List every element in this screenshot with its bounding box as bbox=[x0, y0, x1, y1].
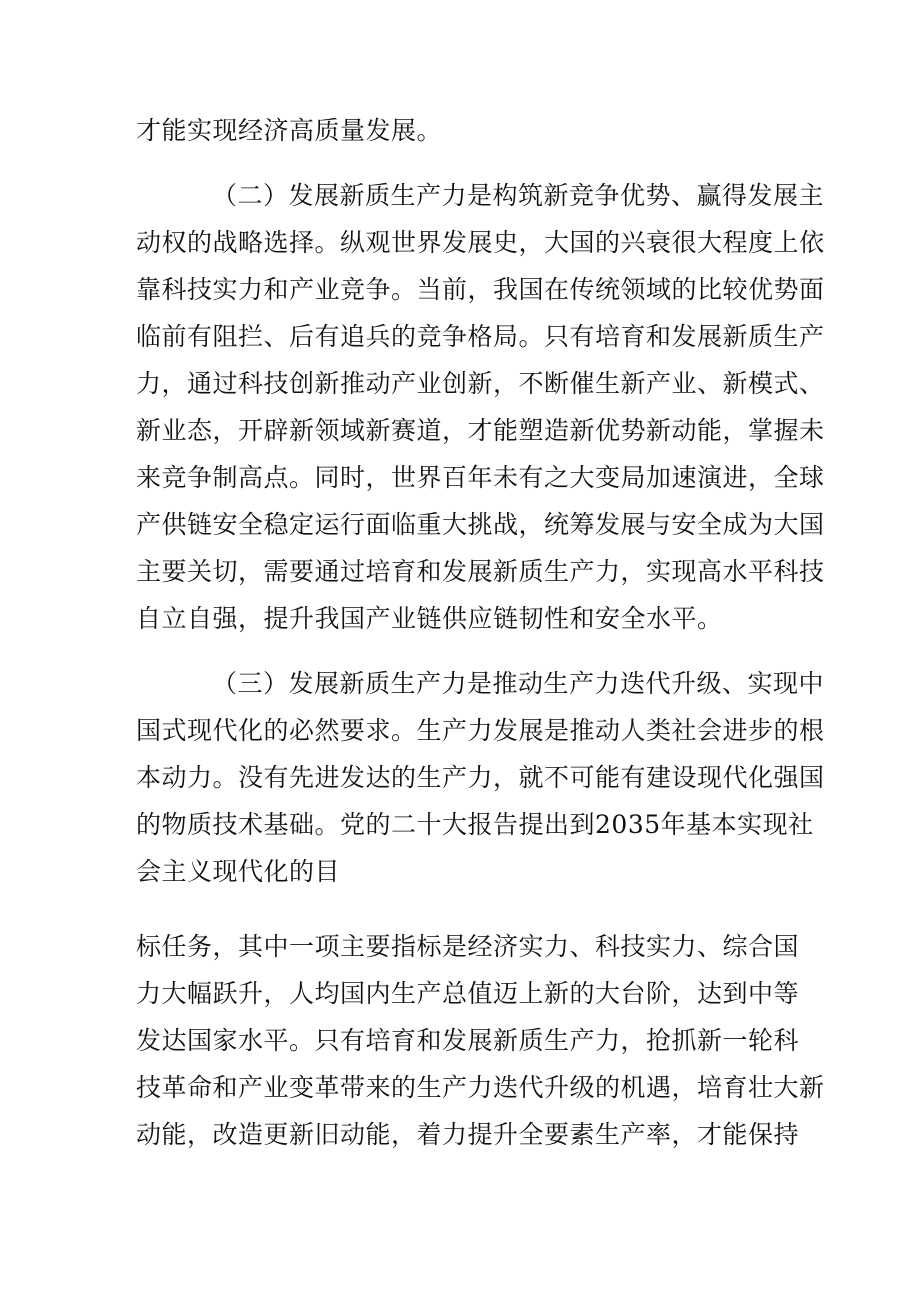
paragraph-4-line-5: 动能，改造更新旧动能，着力提升全要素生产率，才能保持 bbox=[136, 1120, 800, 1149]
paragraph-4-line-2: 力大幅跃升，人均国内生产总值迈上新的大台阶，达到中等 bbox=[136, 979, 800, 1008]
paragraph-2-line-4: 临前有阻拦、后有追兵的竞争格局。只有培育和发展新质生产 bbox=[136, 322, 825, 351]
paragraph-3-line-2: 国式现代化的必然要求。生产力发展是推动人类社会进步的根 bbox=[136, 716, 825, 745]
paragraph-2-line-2: 动权的战略选择。纵观世界发展史，大国的兴衰很大程度上依 bbox=[136, 228, 825, 257]
paragraph-2-line-5: 力，通过科技创新推动产业创新，不断催生新产业、新模式、 bbox=[136, 369, 825, 398]
paragraph-2-line-6: 新业态，开辟新领域新赛道，才能塑造新优势新动能，掌握未 bbox=[136, 416, 825, 445]
paragraph-2-line-7: 来竞争制高点。同时，世界百年未有之大变局加速演进，全球 bbox=[136, 463, 825, 492]
paragraph-3-line-3: 本动力。没有先进发达的生产力，就不可能有建设现代化强国 bbox=[136, 763, 825, 792]
paragraph-2-line-10: 自立自强，提升我国产业链供应链韧性和安全水平。 bbox=[136, 604, 723, 633]
paragraph-3-line-5: 会主义现代化的目 bbox=[136, 857, 341, 886]
paragraph-2-line-9: 主要关切，需要通过培育和发展新质生产力，实现高水平科技 bbox=[136, 557, 825, 586]
paragraph-3-line-1: （三）发展新质生产力是推动生产力迭代升级、实现中 bbox=[212, 669, 825, 698]
paragraph-4-line-4: 技革命和产业变革带来的生产力迭代升级的机遇，培育壮大新 bbox=[136, 1073, 825, 1102]
paragraph-4-line-1: 标任务，其中一项主要指标是经济实力、科技实力、综合国 bbox=[136, 932, 800, 961]
paragraph-2-line-3: 靠科技实力和产业竞争。当前，我国在传统领域的比较优势面 bbox=[136, 275, 825, 304]
paragraph-4-line-3: 发达国家水平。只有培育和发展新质生产力，抢抓新一轮科 bbox=[136, 1026, 800, 1055]
paragraph-1-line-1: 才能实现经济高质量发展。 bbox=[136, 116, 443, 145]
paragraph-3-line-4: 的物质技术基础。党的二十大报告提出到2035年基本实现社 bbox=[136, 810, 814, 839]
paragraph-2-line-8: 产供链安全稳定运行面临重大挑战，统筹发展与安全成为大国 bbox=[136, 510, 825, 539]
paragraph-2-line-1: （二）发展新质生产力是构筑新竞争优势、赢得发展主 bbox=[212, 181, 825, 210]
